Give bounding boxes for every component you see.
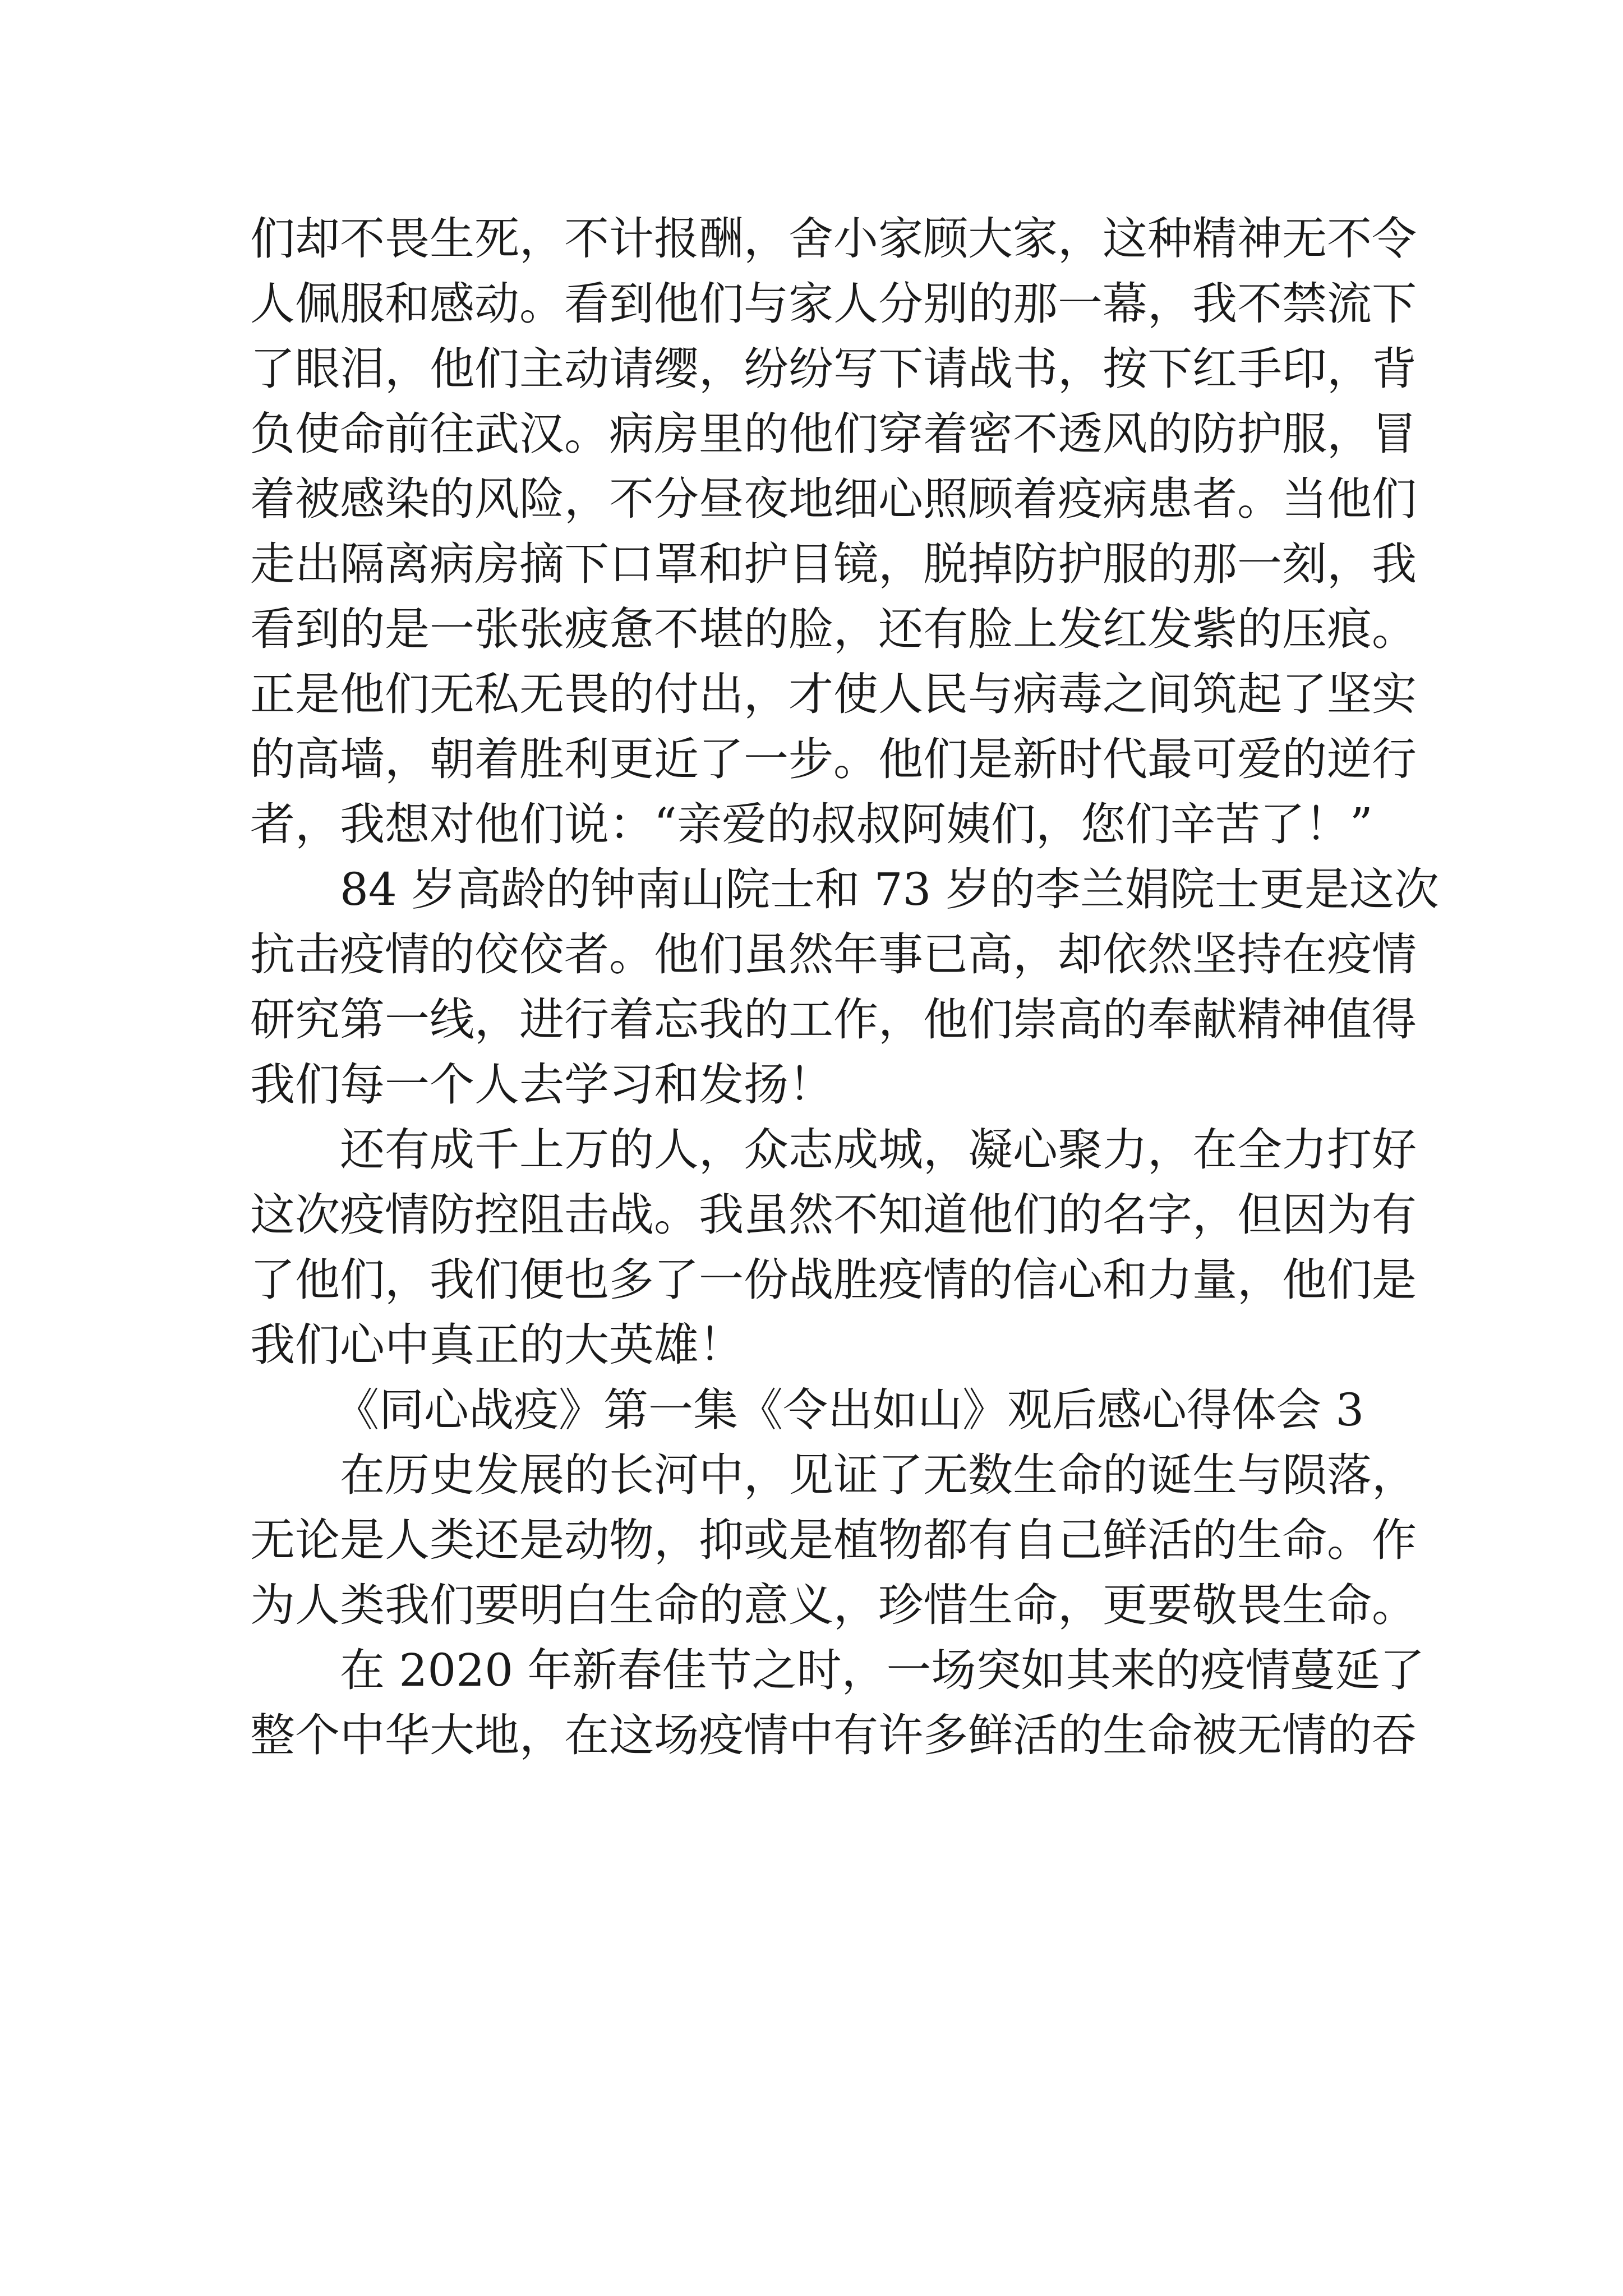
text-line: 研究第一线，进行着忘我的工作，他们崇高的奉献精神值得 (250, 993, 1417, 1046)
text-line: 正是他们无私无畏的付出，才使人民与病毒之间筑起了坚实 (250, 668, 1417, 720)
paragraph-first-line: 还有成千上万的人，众志成城，凝心聚力，在全力打好 (340, 1124, 1417, 1176)
text-line: 负使命前往武汉。病房里的他们穿着密不透风的防护服，冒 (250, 408, 1417, 460)
text-line: 了眼泪，他们主动请缨，纷纷写下请战书，按下红手印，背 (250, 343, 1417, 395)
text-line: 的高墙，朝着胜利更近了一步。他们是新时代最可爱的逆行 (250, 733, 1417, 785)
text-line: 这次疫情防控阻击战。我虽然不知道他们的名字，但因为有 (250, 1189, 1417, 1241)
text-line: 们却不畏生死，不计报酬，舍小家顾大家，这种精神无不令 (250, 213, 1417, 265)
text-line: 着被感染的风险，不分昼夜地细心照顾着疫病患者。当他们 (250, 473, 1417, 525)
text-line: 我们每一个人去学习和发扬！ (250, 1059, 833, 1111)
paragraph-first-line: 在历史发展的长河中，见证了无数生命的诞生与陨落， (340, 1449, 1417, 1501)
text-line: 了他们，我们便也多了一份战胜疫情的信心和力量，他们是 (250, 1254, 1417, 1306)
document-body (250, 206, 1439, 1768)
text-line: 看到的是一张张疲惫不堪的脸，还有脸上发红发紫的压痕。 (250, 603, 1417, 655)
text-line: 者，我想对他们说：“亲爱的叔叔阿姨们，您们辛苦了！” (250, 798, 1373, 850)
section-heading: 《同心战疫》第一集《令出如山》观后感心得体会 3 (334, 1384, 1364, 1436)
paragraph-first-line: 84 岁高龄的钟南山院士和 73 岁的李兰娟院士更是这次 (340, 863, 1439, 915)
text-line: 无论是人类还是动物，抑或是植物都有自己鲜活的生命。作 (250, 1514, 1417, 1566)
text-line: 人佩服和感动。看到他们与家人分别的那一幕，我不禁流下 (250, 278, 1417, 330)
text-line: 走出隔离病房摘下口罩和护目镜，脱掉防护服的那一刻，我 (250, 538, 1417, 590)
paragraph-first-line: 在 2020 年新春佳节之时，一场突如其来的疫情蔓延了 (340, 1644, 1425, 1696)
text-line: 为人类我们要明白生命的意义，珍惜生命，更要敬畏生命。 (250, 1579, 1417, 1631)
text-line: 整个中华大地，在这场疫情中有许多鲜活的生命被无情的吞 (250, 1709, 1417, 1761)
text-line: 我们心中真正的大英雄！ (250, 1319, 744, 1371)
text-line: 抗击疫情的佼佼者。他们虽然年事已高，却依然坚持在疫情 (250, 928, 1417, 981)
